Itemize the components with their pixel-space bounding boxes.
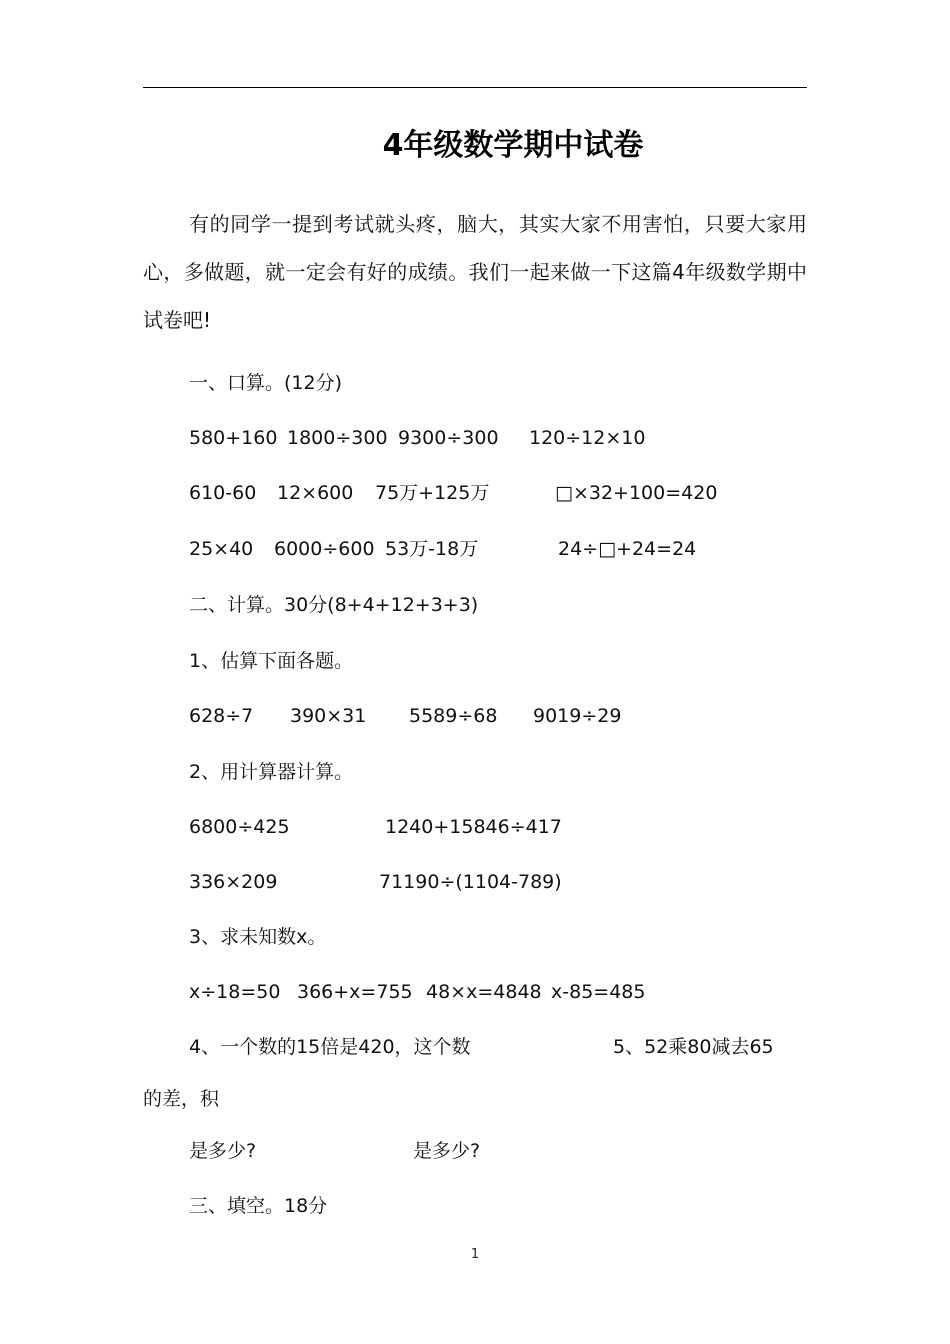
question5-text: 5、52乘80减去65 xyxy=(613,1036,774,1058)
oral-calc-item: 580+160 xyxy=(189,427,278,449)
question3-label: 3、求未知数x。 xyxy=(189,926,327,948)
oral-calc-item: 53万-18万 xyxy=(385,538,479,560)
section1-row xyxy=(189,423,789,453)
section3-heading: 三、填空。18分 xyxy=(189,1195,328,1217)
calculator-item: 6800÷425 xyxy=(189,816,290,838)
oral-calc-item: 25×40 xyxy=(189,538,254,560)
equation-item: x-85=485 xyxy=(551,981,646,1003)
oral-calc-item: 12×600 xyxy=(277,482,354,504)
word-problem-row xyxy=(189,1136,789,1166)
section1-row xyxy=(189,478,789,508)
calculator-row xyxy=(189,867,789,897)
oral-calc-item: 120÷12×10 xyxy=(529,427,646,449)
intro-paragraph: 有的同学一提到考试就头疼，脑大，其实大家不用害怕，只要大家用心，多做题，就一定会有好的成绩。我们一起来做一下这篇4年级数学期中试卷吧! xyxy=(143,212,807,332)
estimate-item: 9019÷29 xyxy=(533,705,622,727)
question5-ending: 是多少? xyxy=(413,1140,481,1162)
question4-ending: 是多少? xyxy=(189,1140,257,1162)
calculator-item: 336×209 xyxy=(189,871,278,893)
section2-heading: 二、计算。30分(8+4+12+3+3) xyxy=(189,594,479,616)
equation-item: 366+x=755 xyxy=(297,981,413,1003)
oral-calc-item: 75万+125万 xyxy=(375,482,490,504)
oral-calc-item: 9300÷300 xyxy=(398,427,499,449)
question1-label: 1、估算下面各题。 xyxy=(189,650,354,672)
page-number: 1 xyxy=(470,1247,480,1262)
calculator-item: 71190÷(1104-789) xyxy=(379,871,562,893)
oral-calc-item: 6000÷600 xyxy=(274,538,375,560)
section1-heading: 一、口算。(12分) xyxy=(189,372,343,394)
header-rule xyxy=(143,87,807,88)
question2-label: 2、用计算器计算。 xyxy=(189,761,354,783)
equation-item: 48×x=4848 xyxy=(426,981,542,1003)
calculator-row xyxy=(189,812,789,842)
calculator-item: 1240+15846÷417 xyxy=(385,816,562,838)
oral-calc-item: 24÷□+24=24 xyxy=(558,538,697,560)
estimate-item: 5589÷68 xyxy=(409,705,498,727)
estimate-item: 390×31 xyxy=(290,705,367,727)
estimate-row xyxy=(189,701,789,731)
estimate-item: 628÷7 xyxy=(189,705,254,727)
oral-calc-item: 1800÷300 xyxy=(287,427,388,449)
question4-text: 4、一个数的15倍是420，这个数 xyxy=(189,1036,471,1058)
equation-row xyxy=(189,977,789,1007)
word-problem-continuation: 的差，积 xyxy=(143,1088,220,1110)
oral-calc-item: □×32+100=420 xyxy=(555,482,718,504)
page-title: 4年级数学期中试卷 xyxy=(382,128,644,163)
equation-item: x÷18=50 xyxy=(189,981,281,1003)
section1-row xyxy=(189,534,789,564)
oral-calc-item: 610-60 xyxy=(189,482,257,504)
word-problem-row xyxy=(189,1032,807,1062)
